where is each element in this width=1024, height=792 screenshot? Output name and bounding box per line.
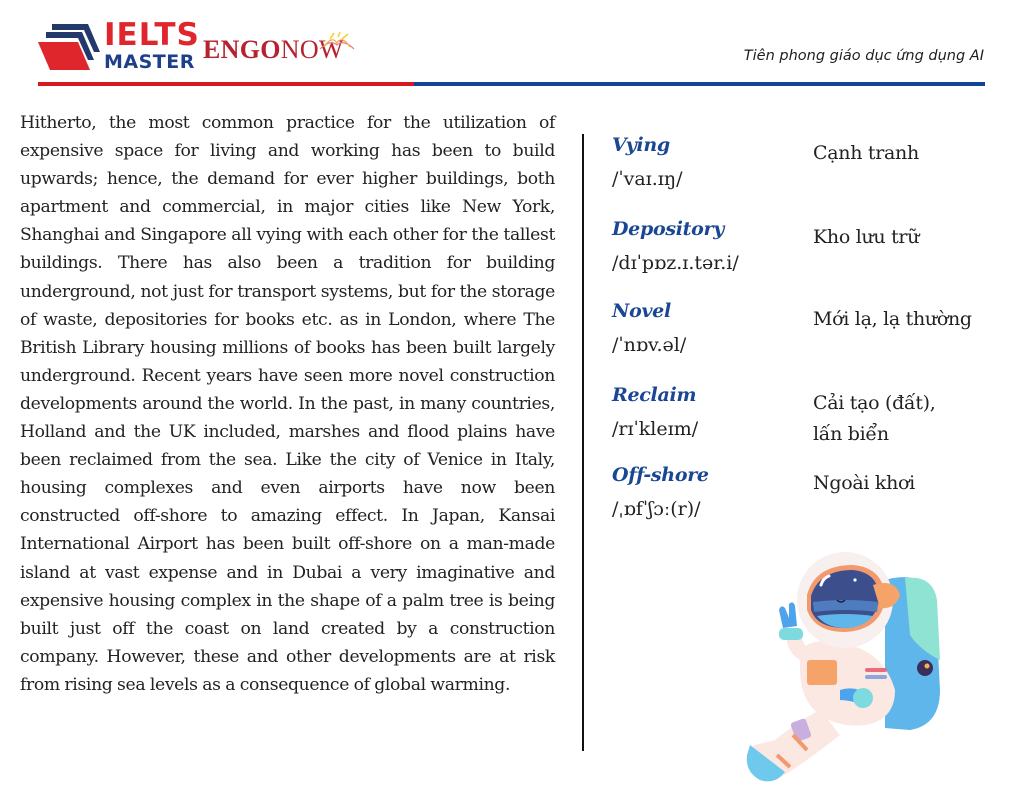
logo-engonow-bold: ENGO (203, 35, 281, 64)
vocab-meaning-line1: Cải tạo (đất), (813, 392, 936, 414)
vocab-ipa: /ˈvaɪ.ɪŋ/ (612, 168, 683, 190)
vocab-meaning-line2: lấn biển (813, 423, 889, 445)
vocab-meaning: Ngoài khơi (813, 472, 915, 494)
column-divider (582, 134, 584, 751)
reading-passage: Hitherto, the most common practice for the utilization of expensive space for living and working has been to build upwards; hence, the demand for ever higher buildings, both apartment and commercial, in major cities like New York, Shanghai and Singapore all vying with each other for the tallest buildings. There has also been a tradition for building underground, not just for transport systems, but for the storage of waste, depositories for books etc. as in London, where The British Library housing millions of books has been built largely underground. Recent years have seen more novel construction developments around the world. In the past, in many countries, Holland and the UK included, marshes and flood plains have been reclaimed from the sea. Like the city of Venice in Italy, housing complexes and even airports have now been constructed off-shore to amazing effect. In Japan, Kansai International Airport has been built off-shore on a man-made island at vast expense and in Dubai a very imaginative and expensive housing complex in the shape of a palm tree is being built just off the coast on land created by a construction company. However, these and other developments are at risk from rising sea levels as a consequence of global warming. (20, 113, 555, 695)
vocab-ipa: /rɪˈkleɪm/ (612, 418, 699, 440)
vocab-word: Vying (612, 134, 670, 156)
vocab-word: Off-shore (612, 464, 709, 486)
vocab-meaning: Mới lạ, lạ thường (813, 308, 972, 330)
vocab-ipa: /dɪˈpɒz.ɪ.tər.i/ (612, 252, 739, 274)
header-rule-blue (414, 82, 985, 86)
logo-master-text: MASTER (104, 51, 195, 73)
vocab-word: Depository (612, 218, 724, 240)
vocab-ipa: /ˌɒfˈʃɔː(r)/ (612, 498, 701, 520)
logo-engonow-rest: NOW (280, 35, 344, 64)
vocab-word: Novel (612, 300, 671, 322)
vocab-meaning (813, 388, 936, 450)
vocab-meaning: Cạnh tranh (813, 142, 919, 164)
page-header (0, 0, 1024, 90)
open-book-icon (318, 31, 356, 51)
header-rule-red (38, 82, 414, 86)
astronaut-icon (745, 540, 955, 785)
vocab-ipa: /ˈnɒv.əl/ (612, 334, 687, 356)
vocab-meaning: Kho lưu trữ (813, 226, 920, 248)
tagline: Tiên phong giáo dục ứng dụng AI (743, 48, 984, 64)
ielts-master-logo-icon (38, 22, 102, 72)
vocab-word: Reclaim (612, 384, 697, 406)
logo-ielts-text: IELTS (104, 17, 200, 53)
